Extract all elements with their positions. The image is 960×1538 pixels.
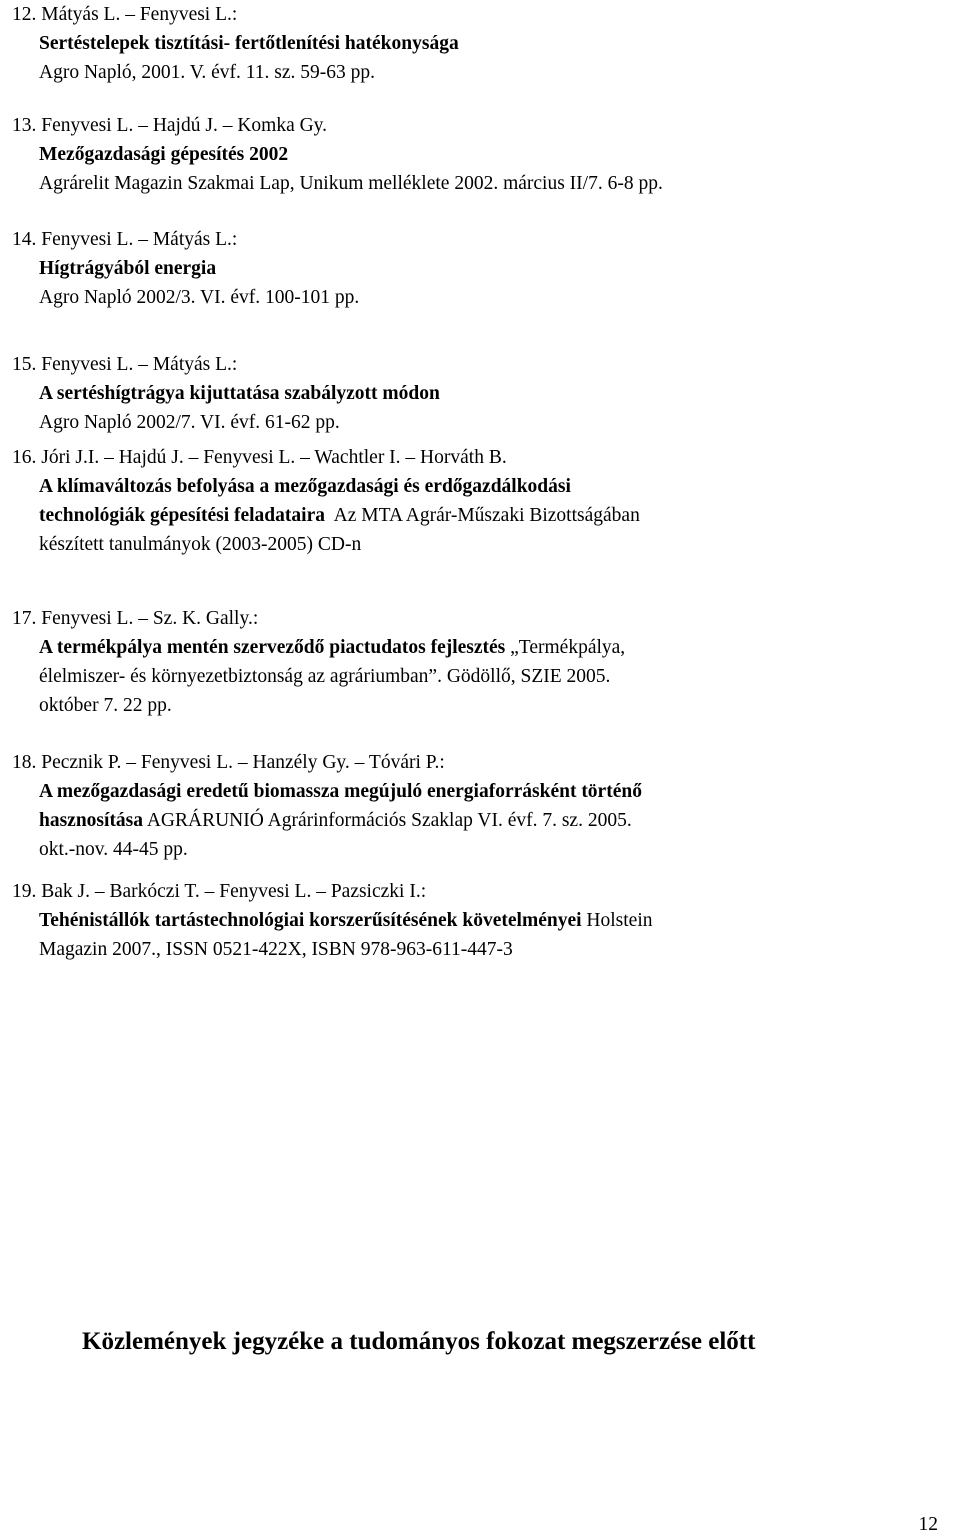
entry-title: A mezőgazdasági eredetű biomassza megújuló energiaforrásként történő (39, 781, 642, 802)
entry-authors: 13. Fenyvesi L. – Hajdú J. – Komka Gy. (12, 115, 328, 136)
publication-entry-17 (12, 604, 942, 720)
entry-source: Agro Napló, 2001. V. évf. 11. sz. 59-63 pp. (39, 62, 375, 83)
publication-entry-16 (12, 443, 942, 559)
entry-title: Mezőgazdasági gépesítés 2002 (39, 144, 289, 165)
entry-title: A klímaváltozás befolyása a mezőgazdasági és erdőgazdálkodási (39, 476, 571, 497)
entry-authors: 16. Jóri J.I. – Hajdú J. – Fenyvesi L. – Wachtler I. – Horváth B. (12, 447, 507, 468)
entry-source: Az MTA Agrár-Műszaki Bizottságában (324, 505, 640, 526)
entry-title-cont: technológiák gépesítési feladataira (39, 505, 325, 526)
publication-entry-12 (12, 0, 942, 87)
entry-source: „Termékpálya, (505, 637, 626, 658)
entry-authors: 12. Mátyás L. – Fenyvesi L.: (12, 4, 238, 25)
entry-title: Hígtrágyából energia (39, 258, 217, 279)
entry-source-cont: Magazin 2007., ISSN 0521-422X, ISBN 978-963-611-447-3 (39, 939, 513, 960)
section-heading: Közlemények jegyzéke a tudományos fokozat megszerzése előtt (82, 1328, 756, 1355)
publication-entry-15 (12, 350, 942, 437)
entry-title-source-line (12, 806, 942, 835)
entry-authors: 14. Fenyvesi L. – Mátyás L.: (12, 229, 238, 250)
publication-entry-19 (12, 877, 942, 964)
entry-source: Holstein (581, 910, 653, 931)
entry-title-cont: hasznosítása (39, 810, 144, 831)
entry-title: A sertéshígtrágya kijuttatása szabályzott módon (39, 383, 440, 404)
entry-source-cont: október 7. 22 pp. (39, 695, 172, 716)
entry-title: Sertéstelepek tisztítási- fertőtlenítési hatékonysága (39, 33, 459, 54)
page-number: 12 (918, 1514, 938, 1535)
entry-title-source-line (12, 906, 942, 935)
entry-source: Agro Napló 2002/7. VI. évf. 61-62 pp. (39, 412, 340, 433)
entry-title: Tehénistállók tartástechnológiai korszerűsítésének követelményei (39, 910, 582, 931)
entry-source-cont: készített tanulmányok (2003-2005) CD-n (39, 534, 362, 555)
publication-entry-18 (12, 748, 942, 864)
entry-authors: 19. Bak J. – Barkóczi T. – Fenyvesi L. – Pazsiczki I.: (12, 881, 427, 902)
entry-title-source-line (12, 633, 942, 662)
publication-entry-13 (12, 111, 942, 198)
entry-source-cont: okt.-nov. 44-45 pp. (39, 839, 188, 860)
entry-source: AGRÁRUNIÓ Agrárinformációs Szaklap VI. évf. 7. sz. 2005. (143, 810, 632, 831)
publication-entry-14 (12, 225, 942, 312)
entry-authors: 18. Pecznik P. – Fenyvesi L. – Hanzély Gy. – Tóvári P.: (12, 752, 445, 773)
entry-authors: 17. Fenyvesi L. – Sz. K. Gally.: (12, 608, 259, 629)
entry-source: Agrárelit Magazin Szakmai Lap, Unikum melléklete 2002. március II/7. 6-8 pp. (39, 173, 663, 194)
entry-title-source-line (12, 501, 942, 530)
entry-source-cont: élelmiszer- és környezetbiztonság az agráriumban”. Gödöllő, SZIE 2005. (39, 666, 611, 687)
entry-source: Agro Napló 2002/3. VI. évf. 100-101 pp. (39, 287, 360, 308)
entry-authors: 15. Fenyvesi L. – Mátyás L.: (12, 354, 238, 375)
entry-title: A termékpálya mentén szerveződő piactudatos fejlesztés (39, 637, 506, 658)
